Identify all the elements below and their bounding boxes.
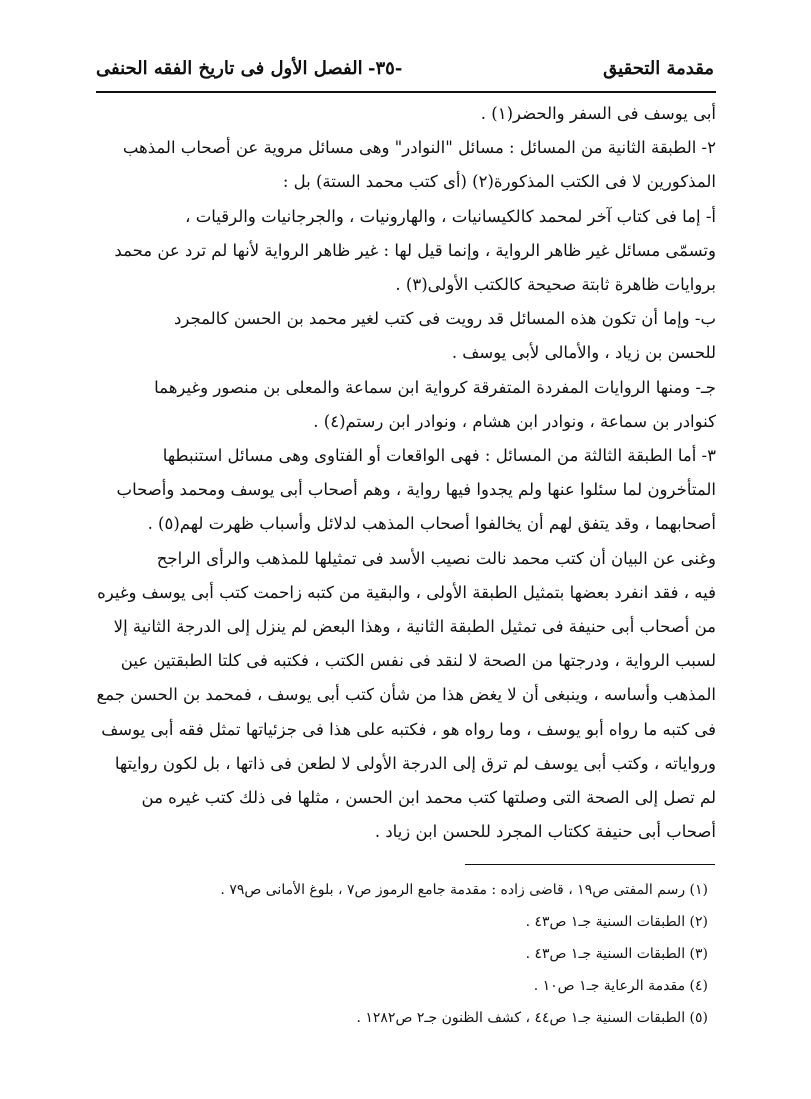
paragraph: ٢- الطبقة الثانية من المسائل : مسائل "النوادر" وهى مسائل مروية عن أصحاب المذهب المذكورين لا فى الكتب المذكورة(٢) (أى كتب محمد الستة) بل : xyxy=(122,138,716,192)
footnote-divider xyxy=(465,864,715,865)
header-left-title: الفصل الأول فى تاريخ الفقه الحنفى xyxy=(96,58,363,79)
footnotes xyxy=(96,874,716,1034)
header-right-title: مقدمة التحقيق xyxy=(603,58,714,79)
paragraph: وغنى عن البيان أن كتب محمد نالت نصيب الأسد فى تمثيلها للمذهب والرأى الراجح فيه ، فقد انفرد بعضها بتمثيل الطبقة الأولى ، والبقية من كتبه زاحمت كتب أبى يوسف وغيره من أصحاب أبى حنيفة فى تمثيل الطبقة الثانية ، وهذا البعض لم ينزل إلى الدرجة الثانية إلا لسبب الرواية ، ودرجتها من الصحة لا لنقد فى نفس الكتب ، فكتبه فى كلتا الطبقتين عين المذهب وأساسه ، وينبغى أن لا يغض هذا من شأن كتب أبى يوسف ، فمحمد بن الحسن جمع فى كتبه ما رواه أبو يوسف ، وما رواه هو ، فكتبه على هذا فى جزئياتها تمثل فقه أبى يوسف ورواياته ، وكتب أبى يوسف لم ترق إلى الدرجة الأولى لا لطعن فى ذاتها ، بل لكون روايتها لم تصل إلى الصحة التى وصلتها كتب محمد ابن الحسن ، مثلها فى ذلك كتب غيره من أصحاب أبى حنيفة ككتاب المجرد للحسن ابن زياد . xyxy=(96,548,716,842)
paragraph: ب- وإما أن تكون هذه المسائل قد رويت فى كتب لغير محمد بن الحسن كالمجرد للحسن بن زياد ، والأمالى لأبى يوسف . xyxy=(174,309,716,363)
footnote: (٢) الطبقات السنية جـ١ ص٤٣ . xyxy=(525,914,708,930)
footnote: (٣) الطبقات السنية جـ١ ص٤٣ . xyxy=(525,946,708,962)
paragraph: أ- إما فى كتاب آخر لمحمد كالكيسانيات ، والهارونيات ، والجرجانيات والرقيات ، وتسمّى مسائل غير ظاهر الرواية ، وإنما قيل لها : غير ظاهر الرواية لأنها لم ترد عن محمد بروايات ظاهرة ثابتة صحيحة كالكتب الأولى(٣) . xyxy=(114,206,716,295)
main-body xyxy=(96,97,716,849)
footnote: (٤) مقدمة الرعاية جـ١ ص١٠ . xyxy=(533,978,708,994)
footnote: (١) رسم المفتى ص١٩ ، قاضى زاده : مقدمة جامع الرموز ص٧ ، بلوغ الأمانى ص٧٩ . xyxy=(220,882,708,898)
page-number: -٣٥- xyxy=(368,58,403,79)
paragraph: ٣- أما الطبقة الثالثة من المسائل : فهى الواقعات أو الفتاوى وهى مسائل استنبطها المتأخرون لما سئلوا عنها ولم يجدوا فيها رواية ، وهم أصحاب أبى يوسف ومحمد وأصحاب أصحابهما ، وقد يتفق لهم أن يخالفوا أصحاب المذهب لدلائل وأسباب ظهرت لهم(٥) . xyxy=(116,446,716,534)
header-divider xyxy=(96,91,716,93)
footnote: (٥) الطبقات السنية جـ١ ص٤٤ ، كشف الظنون جـ٢ ص١٢٨٢ . xyxy=(356,1010,708,1026)
paragraph: جـ- ومنها الروايات المفردة المتفرقة كرواية ابن سماعة والمعلى بن منصور وغيرهما كنوادر بن سماعة ، ونوادر ابن هشام ، ونوادر ابن رستم(٤) . xyxy=(154,377,716,431)
paragraph: أبى يوسف فى السفر والحضر(١) . xyxy=(480,104,716,123)
page-header xyxy=(96,58,714,88)
